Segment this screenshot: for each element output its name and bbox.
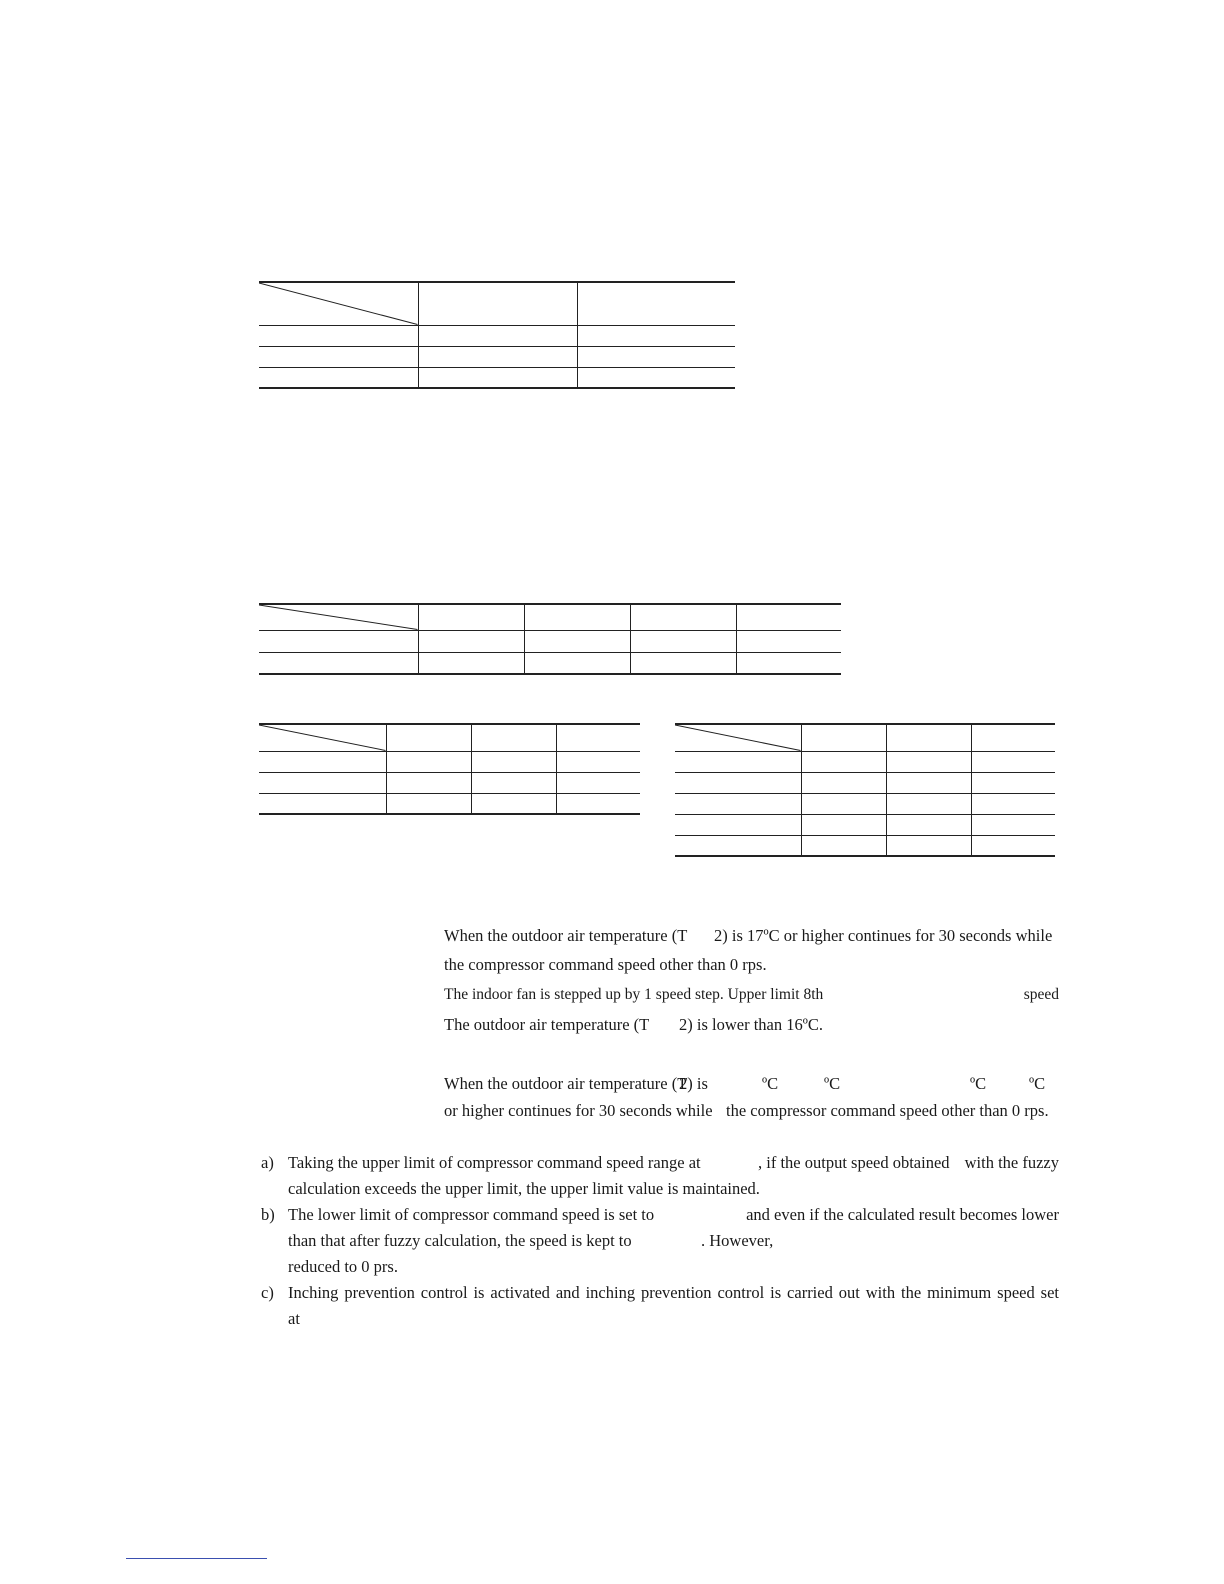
table-4 [675, 723, 1055, 857]
table-row [675, 772, 1055, 793]
table-row [675, 793, 1055, 814]
list-item-c-marker: c) [261, 1283, 274, 1302]
condition-b-line-1: When the outdoor air temperature (T 2) is ºC ºC ºC ºC [444, 1074, 1046, 1093]
table-4-corner-cell [675, 724, 801, 751]
table-1 [259, 281, 735, 389]
table-row [259, 630, 841, 652]
table-row [259, 367, 735, 388]
table-row [259, 772, 640, 793]
list-item-a-marker: a) [261, 1153, 274, 1172]
table-1-corner-cell [259, 282, 418, 325]
condition-a-line-4: The outdoor air temperature (T 2) is lower than 16ºC. [444, 1015, 823, 1034]
table-row [259, 652, 841, 674]
table-row [259, 346, 735, 367]
table-3-corner-cell [259, 724, 386, 751]
list-item-b-line-1: The lower limit of compressor command speed is set to and even if the calculated result becomes lower [288, 1205, 1059, 1224]
list-item-a-line-2: calculation exceeds the upper limit, the upper limit value is maintained. [288, 1179, 760, 1198]
condition-a-line-3: The indoor fan is stepped up by 1 speed step. Upper limit 8th speed [444, 986, 1059, 1003]
list-item-a-line-1: Taking the upper limit of compressor command speed range at , if the output speed obtained with the fuzzy [288, 1153, 1059, 1172]
table-cell [418, 282, 577, 325]
table-2-corner-cell [259, 604, 418, 630]
condition-b-line-2: or higher continues for 30 seconds while the compressor command speed other than 0 rps. [444, 1101, 1049, 1120]
table-row [259, 325, 735, 346]
table-2 [259, 603, 841, 675]
footnote-rule [126, 1558, 267, 1559]
list-item-b-line-2: than that after fuzzy calculation, the speed is kept to . However, [288, 1231, 774, 1250]
list-item-b-line-3: reduced to 0 prs. [288, 1257, 398, 1276]
table-row [675, 751, 1055, 772]
condition-a-line-2: the compressor command speed other than 0 rps. [444, 955, 767, 974]
list-item-c-line-1: Inching prevention control is activated and inching prevention control is carried out with the minimum speed set [288, 1283, 1059, 1302]
table-row [259, 751, 640, 772]
table-cell [577, 282, 735, 325]
table-row [675, 814, 1055, 835]
table-row [675, 835, 1055, 856]
list-item-c-line-2: at [288, 1309, 300, 1328]
table-3 [259, 723, 640, 815]
table-row [259, 793, 640, 814]
list-item-b-marker: b) [261, 1205, 275, 1224]
condition-a-line-1: When the outdoor air temperature (T 2) is 17ºC or higher continues for 30 seconds while [444, 926, 1053, 945]
